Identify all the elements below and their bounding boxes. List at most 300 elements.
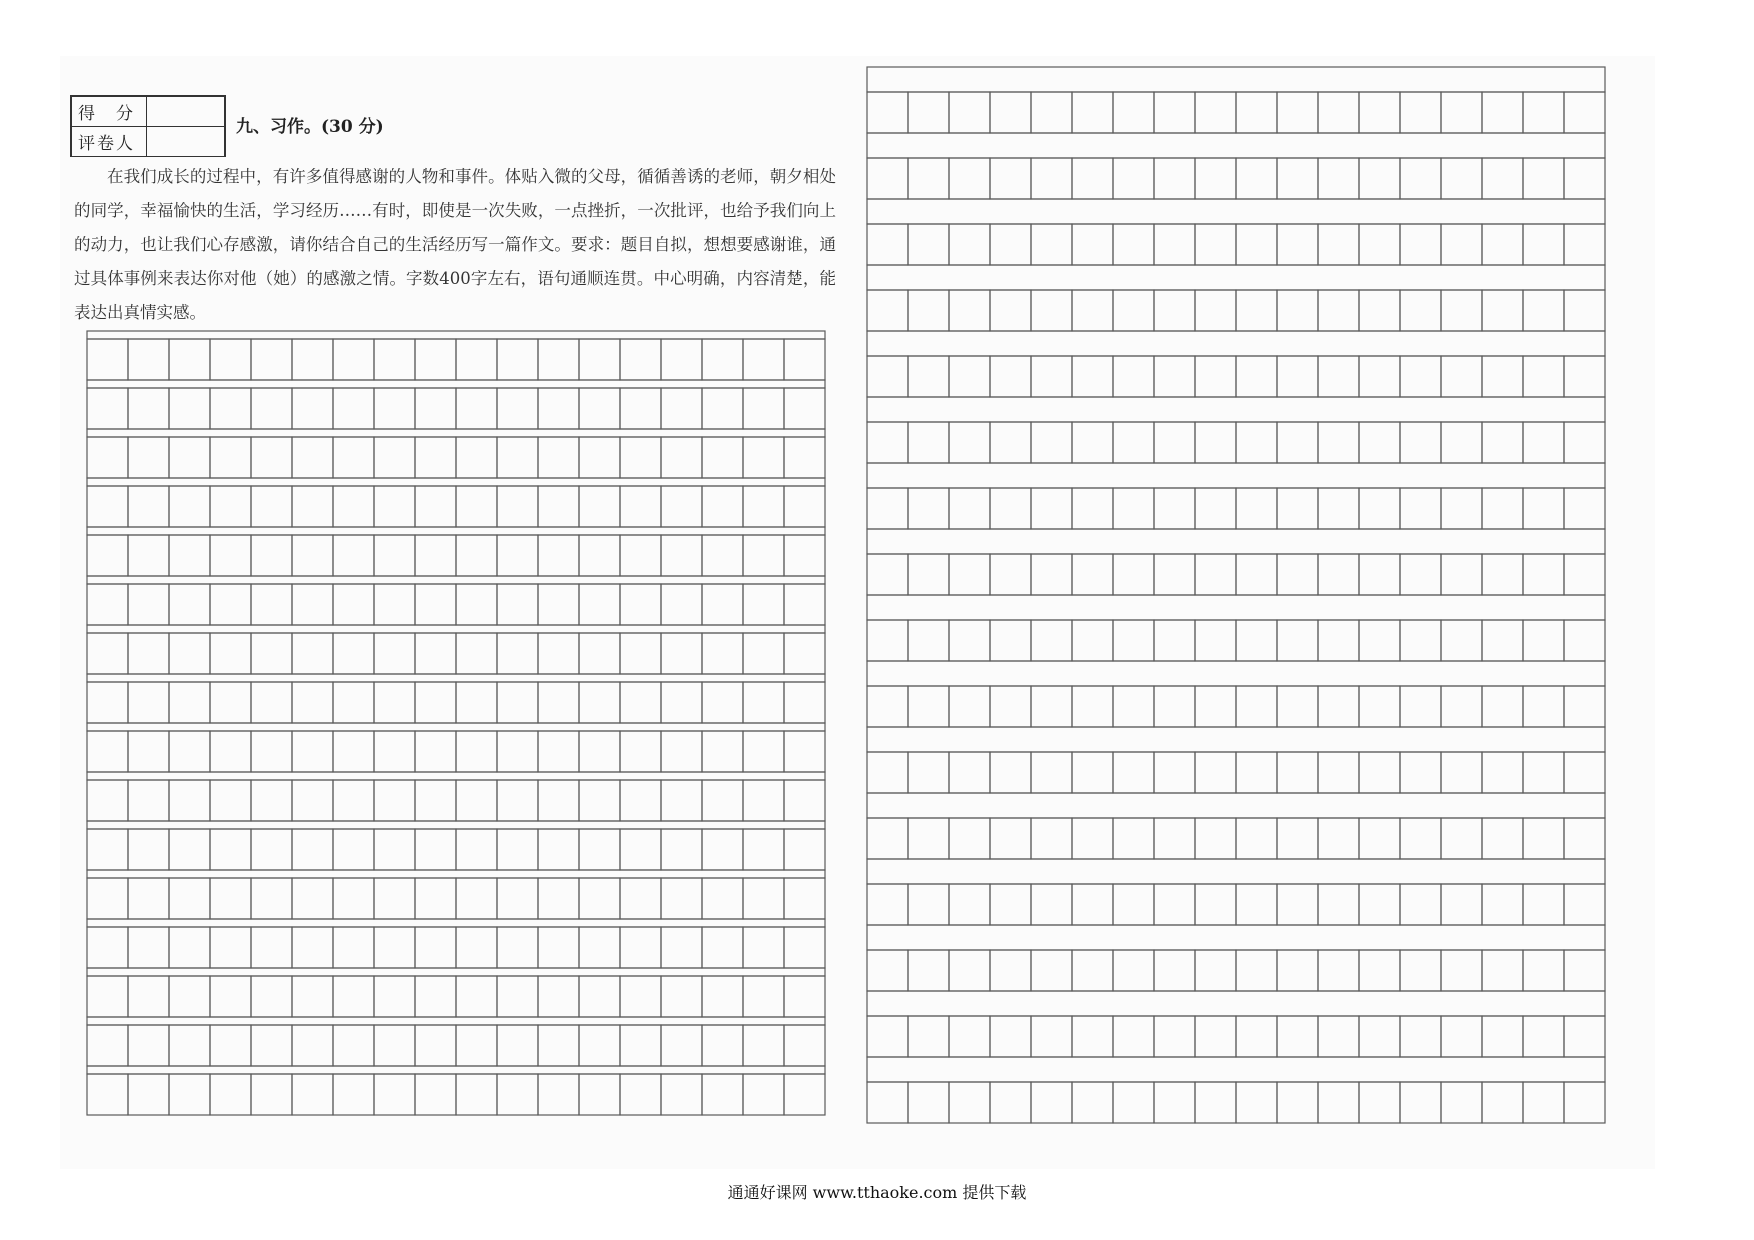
grid-cell[interactable] [169,829,210,870]
grid-cell[interactable] [990,158,1031,199]
grid-cell[interactable] [1359,1082,1400,1123]
grid-cell[interactable] [743,1025,784,1066]
grid-cell[interactable] [1318,1016,1359,1057]
grid-cell[interactable] [743,976,784,1017]
grid-cell[interactable] [1359,884,1400,925]
grid-cell[interactable] [415,1025,456,1066]
grid-cell[interactable] [1277,356,1318,397]
grid-cell[interactable] [743,535,784,576]
grid-cell[interactable] [743,388,784,429]
grid-cell[interactable] [908,554,949,595]
grid-cell[interactable] [661,1074,702,1115]
grid-cell[interactable] [374,584,415,625]
grid-cell[interactable] [1277,488,1318,529]
grid-cell[interactable] [1400,1016,1441,1057]
grid-cell[interactable] [128,927,169,968]
grid-cell[interactable] [702,486,743,527]
grid-cell[interactable] [949,752,990,793]
grid-cell[interactable] [1277,1016,1318,1057]
grid-cell[interactable] [292,388,333,429]
grid-cell[interactable] [374,1025,415,1066]
grid-cell[interactable] [374,535,415,576]
grid-cell[interactable] [908,92,949,133]
grid-cell[interactable] [497,486,538,527]
grid-cell[interactable] [1523,92,1564,133]
grid-cell[interactable] [579,633,620,674]
grid-cell[interactable] [1031,950,1072,991]
grid-cell[interactable] [867,224,908,265]
grid-cell[interactable] [169,780,210,821]
grid-cell[interactable] [784,633,825,674]
grid-cell[interactable] [1072,488,1113,529]
grid-cell[interactable] [251,731,292,772]
grid-cell[interactable] [169,486,210,527]
grid-cell[interactable] [415,633,456,674]
grid-cell[interactable] [1318,422,1359,463]
grid-cell[interactable] [702,1025,743,1066]
grid-cell[interactable] [579,1025,620,1066]
grid-cell[interactable] [990,422,1031,463]
grid-cell[interactable] [169,388,210,429]
grid-cell[interactable] [784,1025,825,1066]
grid-cell[interactable] [1072,554,1113,595]
grid-cell[interactable] [1072,356,1113,397]
grid-cell[interactable] [949,1016,990,1057]
grid-cell[interactable] [1523,422,1564,463]
grid-cell[interactable] [210,780,251,821]
grid-cell[interactable] [333,437,374,478]
grid-cell[interactable] [908,1082,949,1123]
grid-cell[interactable] [1031,158,1072,199]
grid-cell[interactable] [1482,818,1523,859]
grid-cell[interactable] [867,488,908,529]
grid-cell[interactable] [620,976,661,1017]
grid-cell[interactable] [1564,884,1605,925]
grid-cell[interactable] [415,731,456,772]
grid-cell[interactable] [1523,554,1564,595]
grid-cell[interactable] [990,1016,1031,1057]
grid-cell[interactable] [784,927,825,968]
grid-cell[interactable] [1113,290,1154,331]
grid-cell[interactable] [702,780,743,821]
grid-cell[interactable] [497,731,538,772]
grid-cell[interactable] [1236,818,1277,859]
grid-cell[interactable] [661,829,702,870]
grid-cell[interactable] [1072,620,1113,661]
grid-cell[interactable] [579,976,620,1017]
grid-cell[interactable] [661,927,702,968]
grid-cell[interactable] [1195,818,1236,859]
grid-cell[interactable] [1441,488,1482,529]
grid-cell[interactable] [743,731,784,772]
grid-cell[interactable] [1195,92,1236,133]
grid-cell[interactable] [1072,686,1113,727]
grid-cell[interactable] [908,818,949,859]
grid-cell[interactable] [87,976,128,1017]
grid-cell[interactable] [1031,686,1072,727]
grid-cell[interactable] [1318,356,1359,397]
grid-cell[interactable] [1195,356,1236,397]
grid-cell[interactable] [128,388,169,429]
grid-cell[interactable] [1195,554,1236,595]
grid-cell[interactable] [456,1025,497,1066]
grid-cell[interactable] [169,1025,210,1066]
grid-cell[interactable] [374,878,415,919]
grid-cell[interactable] [1031,818,1072,859]
grid-cell[interactable] [1359,818,1400,859]
grid-cell[interactable] [1441,620,1482,661]
grid-cell[interactable] [1482,752,1523,793]
grid-cell[interactable] [87,437,128,478]
grid-cell[interactable] [1031,290,1072,331]
grid-cell[interactable] [497,878,538,919]
grid-cell[interactable] [1195,158,1236,199]
grid-cell[interactable] [908,290,949,331]
grid-cell[interactable] [538,682,579,723]
grid-cell[interactable] [743,339,784,380]
grid-cell[interactable] [169,682,210,723]
grid-cell[interactable] [87,633,128,674]
grid-cell[interactable] [1318,620,1359,661]
grid-cell[interactable] [1564,158,1605,199]
grid-cell[interactable] [579,535,620,576]
grid-cell[interactable] [784,388,825,429]
grid-cell[interactable] [1154,884,1195,925]
grid-cell[interactable] [87,486,128,527]
grid-cell[interactable] [1400,818,1441,859]
grid-cell[interactable] [867,818,908,859]
grid-cell[interactable] [990,950,1031,991]
grid-cell[interactable] [538,731,579,772]
grid-cell[interactable] [1400,92,1441,133]
grid-cell[interactable] [990,554,1031,595]
grid-cell[interactable] [456,829,497,870]
grid-cell[interactable] [1195,1082,1236,1123]
grid-cell[interactable] [867,1016,908,1057]
grid-cell[interactable] [1564,356,1605,397]
grid-cell[interactable] [1195,422,1236,463]
grid-cell[interactable] [333,829,374,870]
grid-cell[interactable] [1236,224,1277,265]
grid-cell[interactable] [949,884,990,925]
grid-cell[interactable] [661,1025,702,1066]
grid-cell[interactable] [333,584,374,625]
grid-cell[interactable] [333,731,374,772]
grid-cell[interactable] [456,486,497,527]
grid-cell[interactable] [210,976,251,1017]
grid-cell[interactable] [908,950,949,991]
grid-cell[interactable] [1072,1016,1113,1057]
grid-cell[interactable] [1400,686,1441,727]
grid-cell[interactable] [456,388,497,429]
grid-cell[interactable] [784,1074,825,1115]
grid-cell[interactable] [1523,818,1564,859]
grid-cell[interactable] [456,633,497,674]
grid-cell[interactable] [784,339,825,380]
grid-cell[interactable] [743,1074,784,1115]
grid-cell[interactable] [497,633,538,674]
grid-cell[interactable] [1072,818,1113,859]
grid-cell[interactable] [908,488,949,529]
grid-cell[interactable] [702,584,743,625]
grid-cell[interactable] [1072,92,1113,133]
grid-cell[interactable] [169,976,210,1017]
grid-cell[interactable] [743,437,784,478]
grid-cell[interactable] [1523,1016,1564,1057]
grid-cell[interactable] [292,535,333,576]
grid-cell[interactable] [620,633,661,674]
grid-cell[interactable] [456,878,497,919]
grid-cell[interactable] [579,927,620,968]
grid-cell[interactable] [867,92,908,133]
grid-cell[interactable] [743,878,784,919]
grid-cell[interactable] [1195,290,1236,331]
grid-cell[interactable] [1359,620,1400,661]
grid-cell[interactable] [867,752,908,793]
grid-cell[interactable] [702,829,743,870]
grid-cell[interactable] [1277,752,1318,793]
grid-cell[interactable] [1277,686,1318,727]
grid-cell[interactable] [1195,1016,1236,1057]
grid-cell[interactable] [1031,356,1072,397]
grid-cell[interactable] [128,731,169,772]
grid-cell[interactable] [87,682,128,723]
grid-cell[interactable] [169,535,210,576]
grid-cell[interactable] [128,486,169,527]
grid-cell[interactable] [1195,224,1236,265]
grid-cell[interactable] [949,422,990,463]
grid-cell[interactable] [497,1074,538,1115]
grid-cell[interactable] [374,339,415,380]
grid-cell[interactable] [1277,92,1318,133]
grid-cell[interactable] [1482,158,1523,199]
grid-cell[interactable] [867,422,908,463]
grid-cell[interactable] [1523,686,1564,727]
grid-cell[interactable] [415,584,456,625]
grid-cell[interactable] [456,780,497,821]
grid-cell[interactable] [1564,686,1605,727]
grid-cell[interactable] [333,486,374,527]
grid-cell[interactable] [456,437,497,478]
grid-cell[interactable] [1564,1082,1605,1123]
grid-cell[interactable] [1113,1016,1154,1057]
grid-cell[interactable] [415,927,456,968]
grid-cell[interactable] [1564,92,1605,133]
grid-cell[interactable] [1523,620,1564,661]
grid-cell[interactable] [1359,356,1400,397]
grid-cell[interactable] [1482,356,1523,397]
grid-cell[interactable] [661,780,702,821]
grid-cell[interactable] [415,437,456,478]
grid-cell[interactable] [333,927,374,968]
grid-cell[interactable] [538,437,579,478]
grid-cell[interactable] [251,780,292,821]
grid-cell[interactable] [497,339,538,380]
grid-cell[interactable] [1441,950,1482,991]
grid-cell[interactable] [1113,818,1154,859]
grid-cell[interactable] [661,584,702,625]
grid-cell[interactable] [456,682,497,723]
grid-cell[interactable] [87,584,128,625]
grid-cell[interactable] [1482,1082,1523,1123]
grid-cell[interactable] [1564,554,1605,595]
grid-cell[interactable] [415,976,456,1017]
grid-cell[interactable] [620,780,661,821]
grid-cell[interactable] [1154,422,1195,463]
grid-cell[interactable] [415,829,456,870]
grid-cell[interactable] [1318,554,1359,595]
grid-cell[interactable] [1482,290,1523,331]
grid-cell[interactable] [1113,422,1154,463]
grid-cell[interactable] [1195,950,1236,991]
grid-cell[interactable] [292,780,333,821]
grid-cell[interactable] [538,780,579,821]
grid-cell[interactable] [579,339,620,380]
grid-cell[interactable] [1154,950,1195,991]
grid-cell[interactable] [87,878,128,919]
grid-cell[interactable] [908,884,949,925]
grid-cell[interactable] [1482,488,1523,529]
grid-cell[interactable] [1154,686,1195,727]
grid-cell[interactable] [1154,224,1195,265]
grid-cell[interactable] [251,927,292,968]
grid-cell[interactable] [1113,224,1154,265]
grid-cell[interactable] [990,884,1031,925]
grid-cell[interactable] [415,682,456,723]
grid-cell[interactable] [169,633,210,674]
grid-cell[interactable] [87,731,128,772]
grid-cell[interactable] [784,976,825,1017]
grid-cell[interactable] [784,731,825,772]
grid-cell[interactable] [538,633,579,674]
grid-cell[interactable] [1113,158,1154,199]
grid-cell[interactable] [1359,1016,1400,1057]
grid-cell[interactable] [497,976,538,1017]
grid-cell[interactable] [456,339,497,380]
grid-cell[interactable] [210,437,251,478]
grid-cell[interactable] [1523,356,1564,397]
grid-cell[interactable] [169,437,210,478]
grid-cell[interactable] [1113,620,1154,661]
grid-cell[interactable] [1236,686,1277,727]
grid-cell[interactable] [210,388,251,429]
grid-cell[interactable] [1236,1016,1277,1057]
grid-cell[interactable] [1031,620,1072,661]
grid-cell[interactable] [292,878,333,919]
grid-cell[interactable] [333,388,374,429]
grid-cell[interactable] [1318,92,1359,133]
grid-cell[interactable] [292,339,333,380]
grid-cell[interactable] [784,682,825,723]
writing-grid-left[interactable] [86,330,826,1116]
grid-cell[interactable] [1482,686,1523,727]
grid-cell[interactable] [333,878,374,919]
grid-cell[interactable] [1277,620,1318,661]
grid-cell[interactable] [784,878,825,919]
grid-cell[interactable] [990,488,1031,529]
grid-cell[interactable] [415,486,456,527]
grid-cell[interactable] [1400,224,1441,265]
grid-cell[interactable] [1482,1016,1523,1057]
grid-cell[interactable] [210,584,251,625]
grid-cell[interactable] [538,927,579,968]
grid-cell[interactable] [374,682,415,723]
grid-cell[interactable] [497,780,538,821]
grid-cell[interactable] [949,620,990,661]
grid-cell[interactable] [661,486,702,527]
grid-cell[interactable] [415,780,456,821]
grid-cell[interactable] [579,1074,620,1115]
grid-cell[interactable] [1031,1016,1072,1057]
grid-cell[interactable] [1072,224,1113,265]
grid-cell[interactable] [620,388,661,429]
grid-cell[interactable] [702,437,743,478]
grid-cell[interactable] [128,1025,169,1066]
grid-cell[interactable] [169,339,210,380]
grid-cell[interactable] [333,976,374,1017]
grid-cell[interactable] [1195,488,1236,529]
grid-cell[interactable] [661,976,702,1017]
grid-cell[interactable] [87,927,128,968]
grid-cell[interactable] [374,829,415,870]
grid-cell[interactable] [497,927,538,968]
grid-cell[interactable] [497,829,538,870]
grid-cell[interactable] [251,486,292,527]
grid-cell[interactable] [1564,488,1605,529]
grid-cell[interactable] [1236,554,1277,595]
grid-cell[interactable] [1154,158,1195,199]
grid-cell[interactable] [1113,950,1154,991]
grid-cell[interactable] [128,633,169,674]
grid-cell[interactable] [908,752,949,793]
grid-cell[interactable] [292,829,333,870]
grid-cell[interactable] [579,682,620,723]
grid-cell[interactable] [949,686,990,727]
grid-cell[interactable] [990,1082,1031,1123]
grid-cell[interactable] [620,437,661,478]
grid-cell[interactable] [1400,356,1441,397]
grid-cell[interactable] [867,884,908,925]
grid-cell[interactable] [620,829,661,870]
grid-cell[interactable] [128,976,169,1017]
grid-cell[interactable] [374,780,415,821]
grid-cell[interactable] [908,356,949,397]
grid-cell[interactable] [538,388,579,429]
grid-cell[interactable] [1195,884,1236,925]
grid-cell[interactable] [1318,290,1359,331]
grid-cell[interactable] [538,878,579,919]
grid-cell[interactable] [1031,884,1072,925]
grid-cell[interactable] [415,535,456,576]
grid-cell[interactable] [661,633,702,674]
grid-cell[interactable] [169,1074,210,1115]
grid-cell[interactable] [251,878,292,919]
grid-cell[interactable] [497,535,538,576]
grid-cell[interactable] [1318,884,1359,925]
grid-cell[interactable] [661,535,702,576]
grid-cell[interactable] [1154,752,1195,793]
grid-cell[interactable] [1113,884,1154,925]
grid-cell[interactable] [579,878,620,919]
grid-cell[interactable] [1072,1082,1113,1123]
grid-cell[interactable] [292,976,333,1017]
grid-cell[interactable] [620,878,661,919]
grid-cell[interactable] [538,535,579,576]
grid-cell[interactable] [1400,158,1441,199]
grid-cell[interactable] [538,486,579,527]
grid-cell[interactable] [1072,422,1113,463]
grid-cell[interactable] [87,388,128,429]
